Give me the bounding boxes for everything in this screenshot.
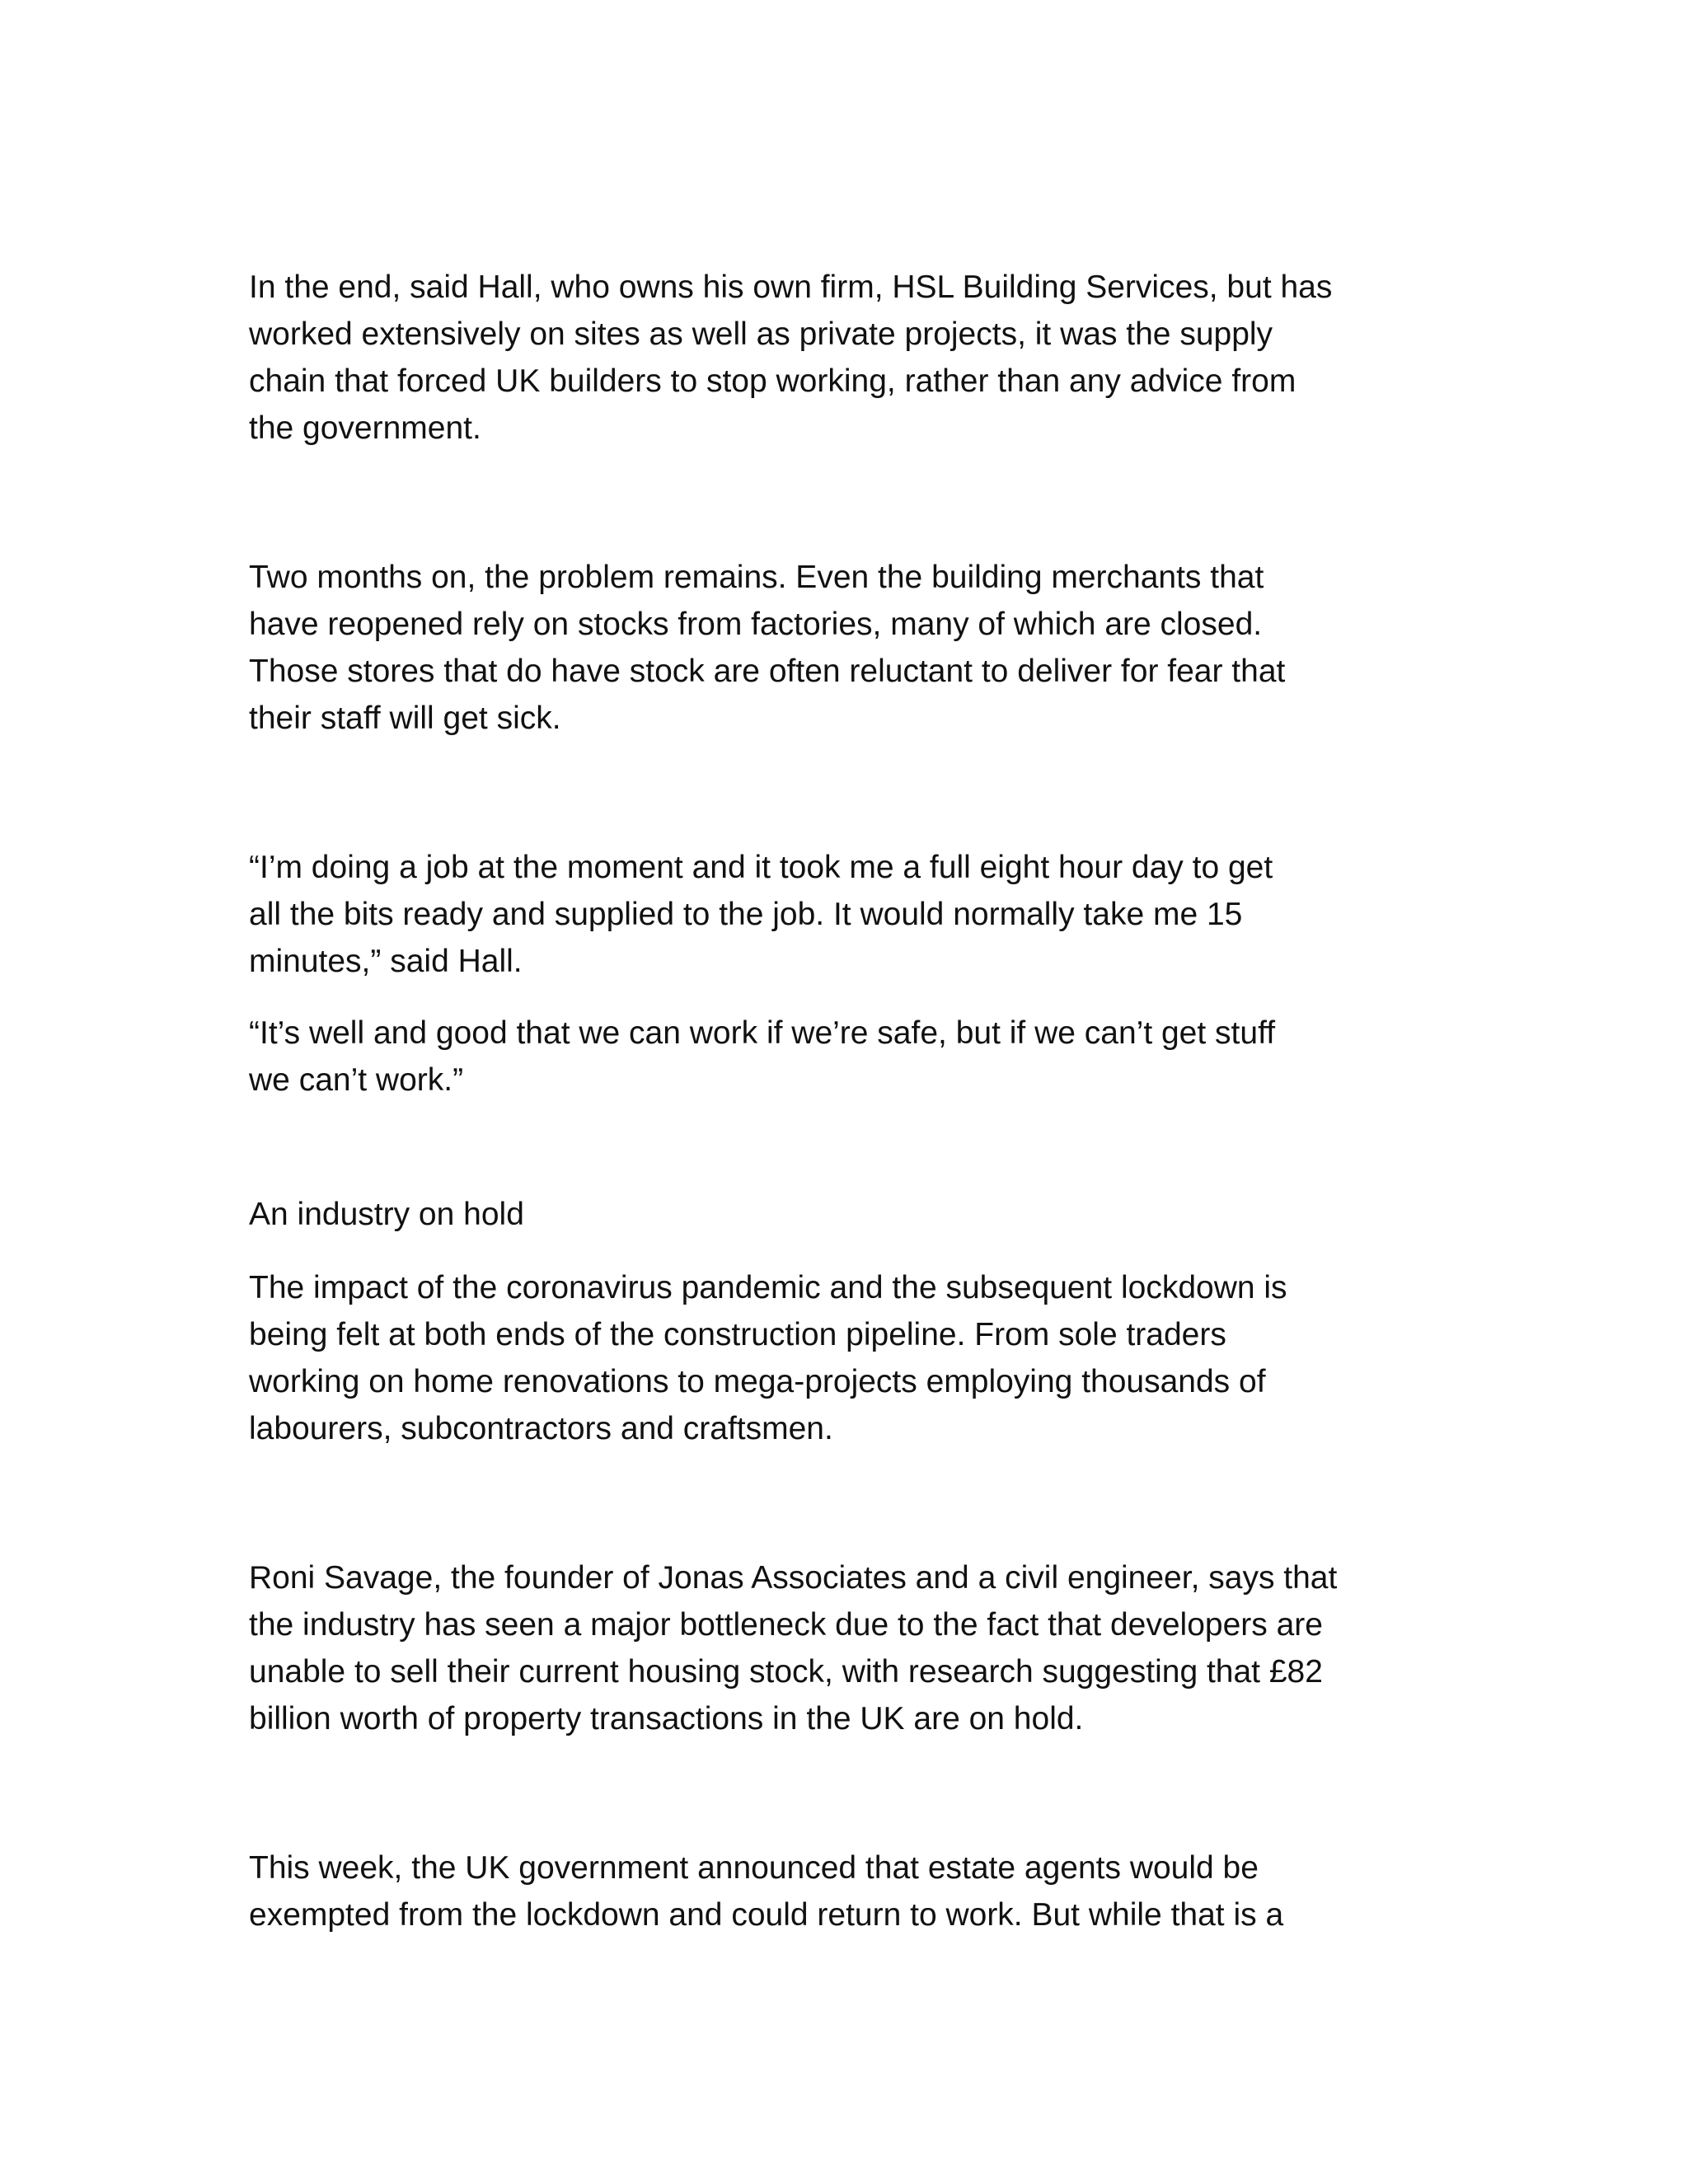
paragraph-impact: [249, 1264, 1452, 1452]
paragraph-quote-job: [249, 844, 1452, 985]
text-line: An industry on hold: [249, 1197, 524, 1232]
text-line: their staff will get sick.: [249, 701, 561, 736]
paragraph-estate-agents: [249, 1844, 1452, 1938]
text-line: minutes,” said Hall.: [249, 944, 523, 979]
article-body: [249, 264, 1452, 1938]
text-line: In the end, said Hall, who owns his own firm, HSL Building Services, but has: [249, 269, 1333, 305]
text-line: working on home renovations to mega-projects employing thousands of: [249, 1364, 1266, 1399]
text-line: “It’s well and good that we can work if we’re safe, but if we can’t get stuff: [249, 1015, 1276, 1051]
text-line: Two months on, the problem remains. Even the building merchants that: [249, 560, 1264, 595]
text-line: we can’t work.”: [249, 1062, 464, 1098]
section-heading: [249, 1191, 1452, 1238]
text-line: labourers, subcontractors and craftsmen.: [249, 1411, 833, 1446]
text-line: unable to sell their current housing stock, with research suggesting that £82: [249, 1654, 1323, 1690]
text-line: exempted from the lockdown and could return to work. But while that is a: [249, 1897, 1284, 1933]
text-line: chain that forced UK builders to stop working, rather than any advice from: [249, 363, 1296, 399]
text-line: the industry has seen a major bottleneck due to the fact that developers are: [249, 1607, 1323, 1643]
text-line: The impact of the coronavirus pandemic and the subsequent lockdown is: [249, 1270, 1287, 1305]
text-line: Roni Savage, the founder of Jonas Associates and a civil engineer, says that: [249, 1560, 1338, 1596]
paragraph-hall-supply-chain: [249, 264, 1452, 452]
text-line: billion worth of property transactions in the UK are on hold.: [249, 1701, 1084, 1736]
paragraph-two-months-on: [249, 554, 1452, 742]
text-line: Those stores that do have stock are often reluctant to deliver for fear that: [249, 654, 1286, 689]
paragraph-roni-savage: [249, 1554, 1452, 1742]
text-line: This week, the UK government announced that estate agents would be: [249, 1850, 1259, 1886]
text-line: the government.: [249, 410, 481, 446]
text-line: worked extensively on sites as well as private projects, it was the supply: [249, 316, 1273, 352]
text-line: have reopened rely on stocks from factories, many of which are closed.: [249, 607, 1263, 642]
text-line: being felt at both ends of the construction pipeline. From sole traders: [249, 1317, 1226, 1352]
text-line: all the bits ready and supplied to the job. It would normally take me 15: [249, 897, 1243, 932]
text-line: “I’m doing a job at the moment and it took me a full eight hour day to get: [249, 850, 1273, 885]
paragraph-quote-safe: [249, 1010, 1452, 1104]
